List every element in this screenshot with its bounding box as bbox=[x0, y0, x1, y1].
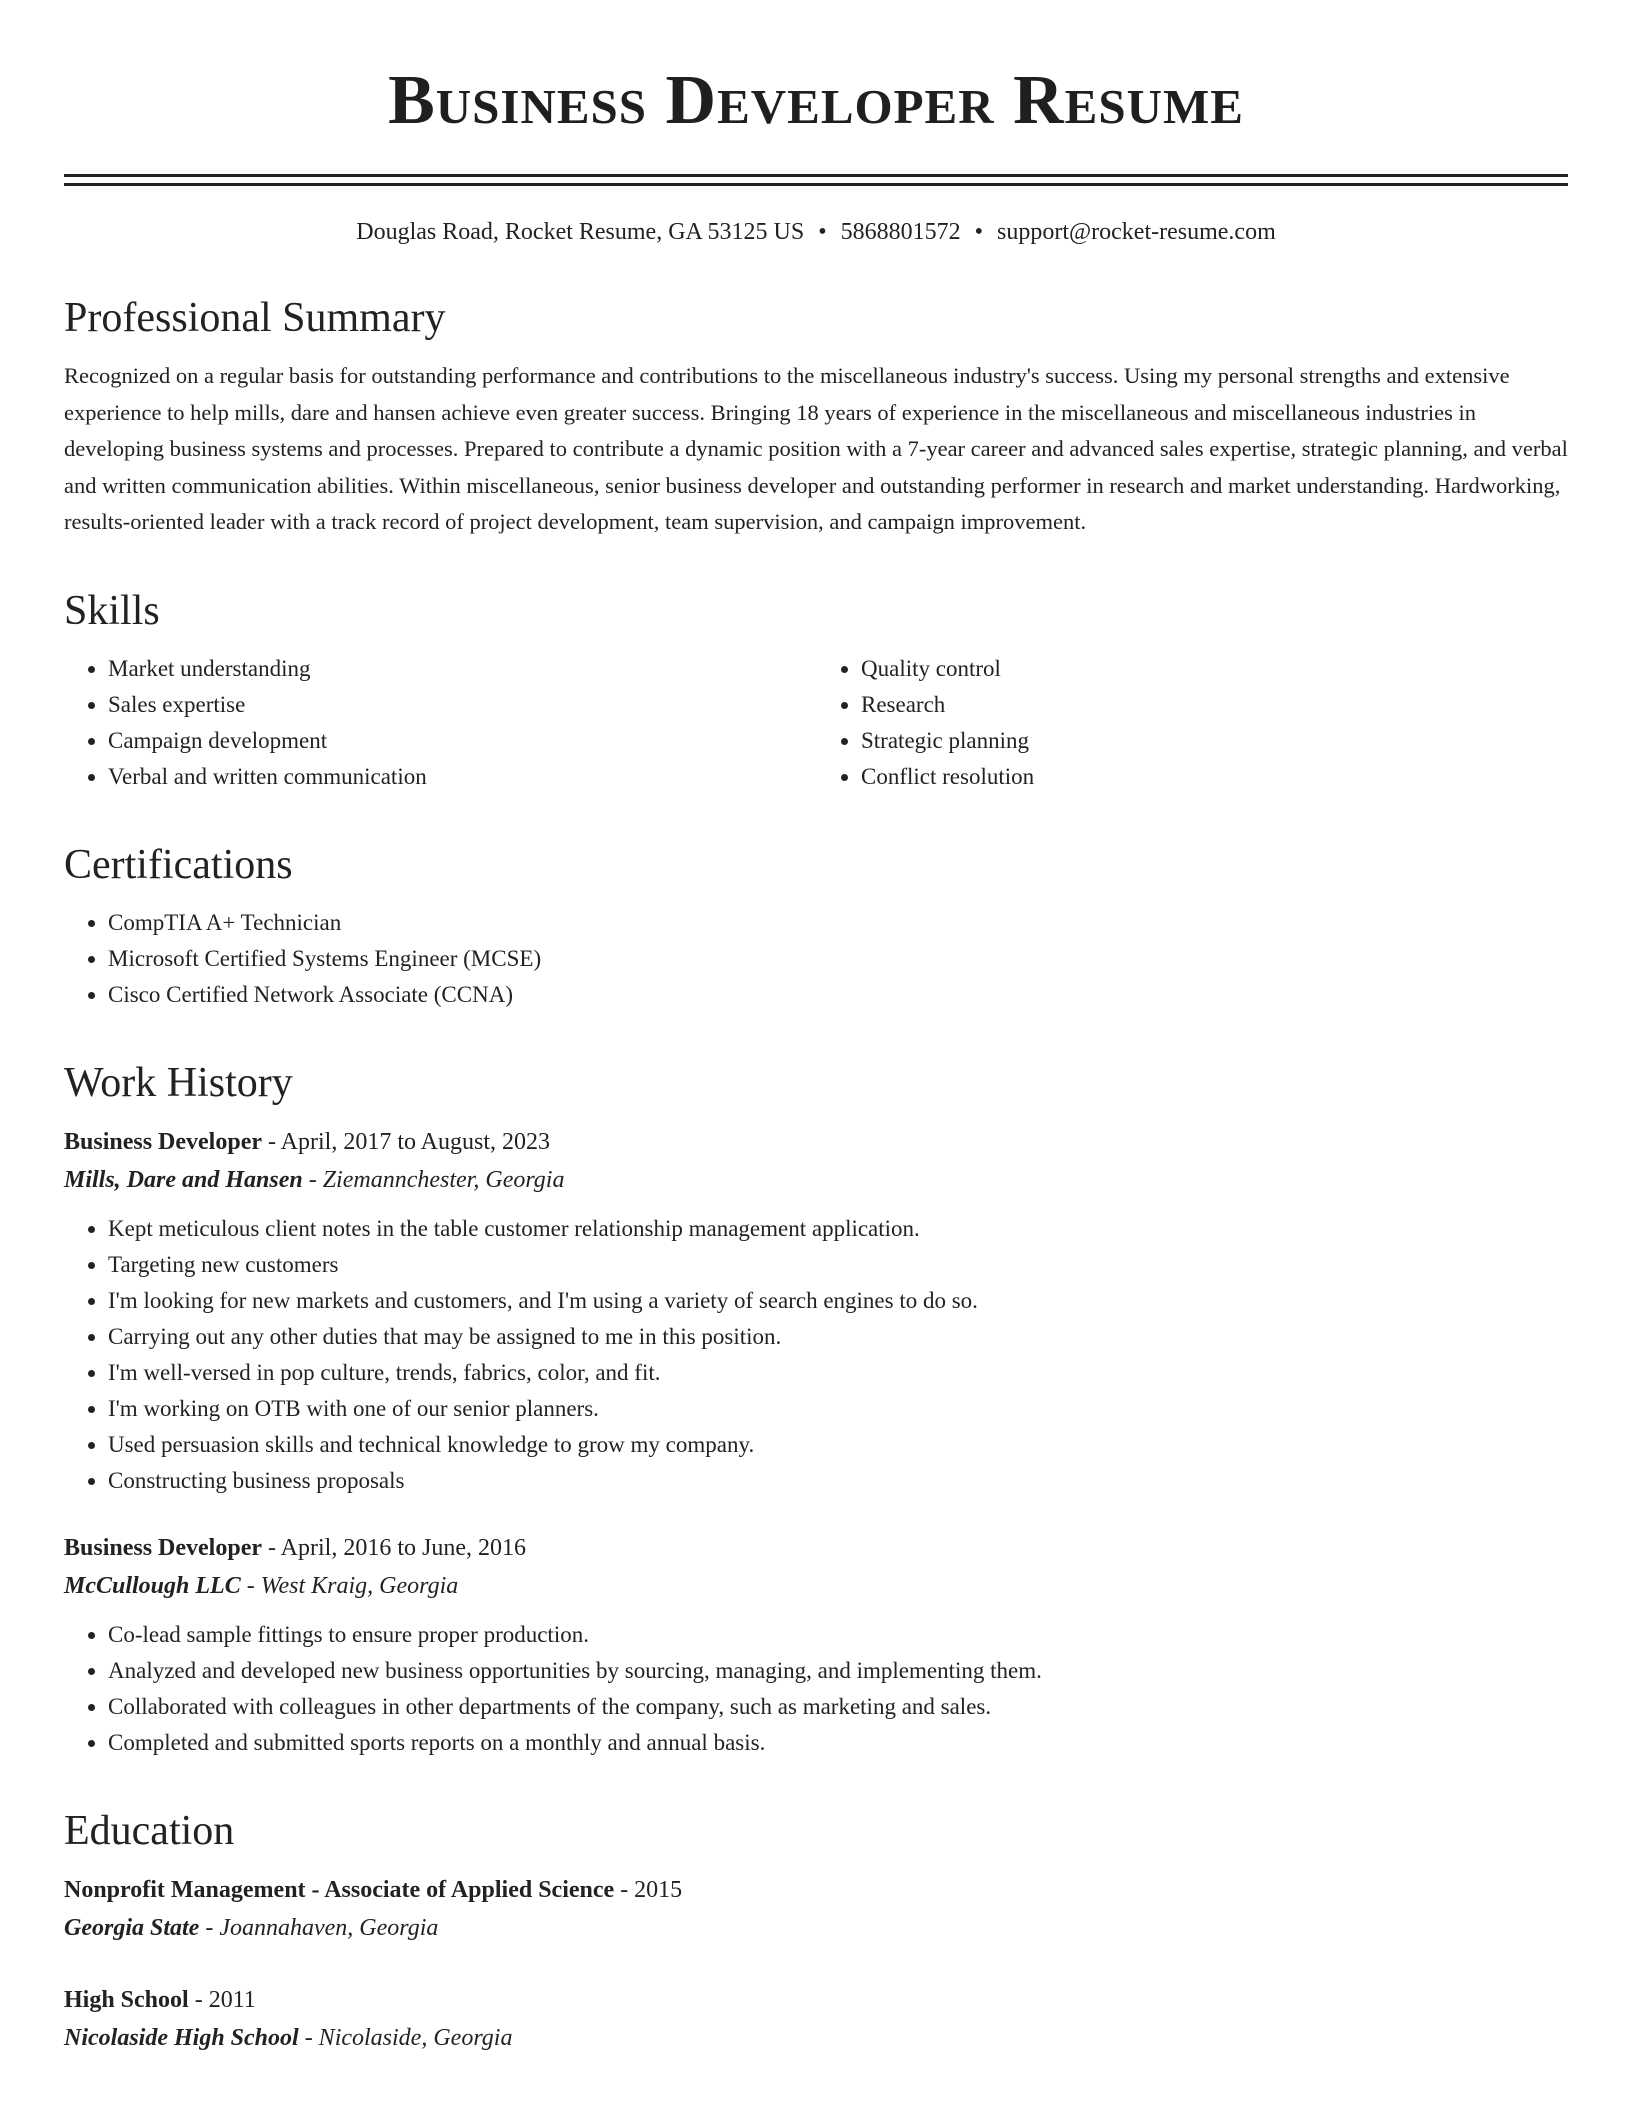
job-title: Business Developer bbox=[64, 1128, 262, 1155]
job-bullet: • Carrying out any other duties that may be assigned to me in this position. bbox=[108, 1319, 1568, 1355]
skills-column-left bbox=[64, 651, 815, 795]
job-title: Business Developer bbox=[64, 1534, 262, 1561]
company-name: Mills, Dare and Hansen bbox=[64, 1166, 303, 1193]
degree: High School bbox=[64, 1986, 189, 2013]
resume-title: Business Developer Resume bbox=[388, 62, 1244, 139]
school-location: - Joannahaven, Georgia bbox=[205, 1914, 439, 1941]
job-title-line bbox=[64, 1123, 1568, 1161]
degree: Nonprofit Management - Associate of Applied Science bbox=[64, 1876, 615, 1903]
school-location: - Nicolaside, Georgia bbox=[304, 2024, 513, 2051]
work-history-heading: Work History bbox=[64, 1059, 293, 1106]
job-bullet: • Completed and submitted sports reports on a monthly and annual basis. bbox=[108, 1725, 1568, 1761]
job-dates: - April, 2017 to August, 2023 bbox=[268, 1128, 551, 1155]
skill-item: • Campaign development bbox=[108, 723, 815, 759]
job-bullet: • I'm working on OTB with one of our senior planners. bbox=[108, 1391, 1568, 1427]
school-name: Nicolaside High School bbox=[64, 2024, 299, 2051]
company-location: - West Kraig, Georgia bbox=[246, 1572, 459, 1599]
certification-item: • Cisco Certified Network Associate (CCNA) bbox=[108, 977, 1568, 1013]
job-bullet: • Targeting new customers bbox=[108, 1247, 1568, 1283]
contact-separator: • bbox=[818, 219, 827, 245]
degree-line bbox=[64, 1871, 1568, 1909]
job-bullet: • Kept meticulous client notes in the table customer relationship management application. bbox=[108, 1211, 1568, 1247]
skill-item: • Verbal and written communication bbox=[108, 759, 815, 795]
school-line bbox=[64, 2019, 1568, 2057]
contact-line bbox=[64, 216, 1568, 248]
job-entry bbox=[64, 1123, 1568, 1499]
job-bullet: • I'm well-versed in pop culture, trends, fabrics, color, and fit. bbox=[108, 1355, 1568, 1391]
company-location: - Ziemannchester, Georgia bbox=[308, 1166, 565, 1193]
skill-item: • Market understanding bbox=[108, 651, 815, 687]
skills-column-right bbox=[815, 651, 1568, 795]
skills-list bbox=[64, 651, 1568, 795]
resume-page bbox=[64, 0, 1568, 2057]
graduation-year: - 2015 bbox=[620, 1876, 683, 1903]
company-name: McCullough LLC bbox=[64, 1572, 241, 1599]
job-bullets bbox=[64, 1617, 1568, 1761]
title-double-rule bbox=[64, 174, 1568, 186]
school-name: Georgia State bbox=[64, 1914, 200, 1941]
company-line bbox=[64, 1161, 1568, 1199]
degree-line bbox=[64, 1981, 1568, 2019]
skill-item: • Strategic planning bbox=[861, 723, 1568, 759]
contact-separator: • bbox=[974, 219, 984, 245]
job-bullet: • Constructing business proposals bbox=[108, 1463, 1568, 1499]
job-bullet: • Collaborated with colleagues in other departments of the company, such as marketing and sales. bbox=[108, 1689, 1568, 1725]
skills-heading: Skills bbox=[64, 587, 160, 634]
certification-item: • Microsoft Certified Systems Engineer (MCSE) bbox=[108, 941, 1568, 977]
graduation-year: - 2011 bbox=[194, 1986, 256, 2013]
skill-item: • Sales expertise bbox=[108, 687, 815, 723]
summary-text: Recognized on a regular basis for outstanding performance and contributions to the miscellaneous industry's success. Using my personal strengths and extensive experience to help mills, dare and hansen achieve even greater success. Bringing 18 years of experience in the miscellaneous and miscellaneous industries in developing business systems and processes. Prepared to contribute a dynamic position with a 7-year career and advanced sales expertise, strategic planning, and verbal and written communication abilities. Within miscellaneous, senior business developer and outstanding performer in research and market understanding. Hardworking, results-oriented leader with a track record of project development, team supervision, and campaign improvement. bbox=[64, 363, 1568, 534]
certification-item: • CompTIA A+ Technician bbox=[108, 905, 1568, 941]
education-entry bbox=[64, 1981, 1568, 2057]
education-entry bbox=[64, 1871, 1568, 1947]
job-entry bbox=[64, 1529, 1568, 1761]
job-bullet: • Used persuasion skills and technical knowledge to grow my company. bbox=[108, 1427, 1568, 1463]
skill-item: • Quality control bbox=[861, 651, 1568, 687]
phone: 5868801572 bbox=[840, 219, 961, 245]
company-line bbox=[64, 1567, 1568, 1605]
skill-item: • Conflict resolution bbox=[861, 759, 1568, 795]
email-link[interactable]: support@rocket-resume.com bbox=[997, 219, 1276, 245]
education-heading: Education bbox=[64, 1807, 235, 1854]
job-bullets bbox=[64, 1211, 1568, 1499]
address: Douglas Road, Rocket Resume, GA 53125 US bbox=[356, 219, 805, 245]
school-line bbox=[64, 1909, 1568, 1947]
job-dates: - April, 2016 to June, 2016 bbox=[268, 1534, 526, 1561]
job-bullet: • Analyzed and developed new business opportunities by sourcing, managing, and implementing them. bbox=[108, 1653, 1568, 1689]
job-bullet: • I'm looking for new markets and customers, and I'm using a variety of search engines to do so. bbox=[108, 1283, 1568, 1319]
certifications-heading: Certifications bbox=[64, 841, 293, 888]
summary-heading: Professional Summary bbox=[64, 295, 446, 341]
job-title-line bbox=[64, 1529, 1568, 1567]
job-bullet: • Co-lead sample fittings to ensure proper production. bbox=[108, 1617, 1568, 1653]
skill-item: • Research bbox=[861, 687, 1568, 723]
certifications-list bbox=[64, 905, 1568, 1013]
